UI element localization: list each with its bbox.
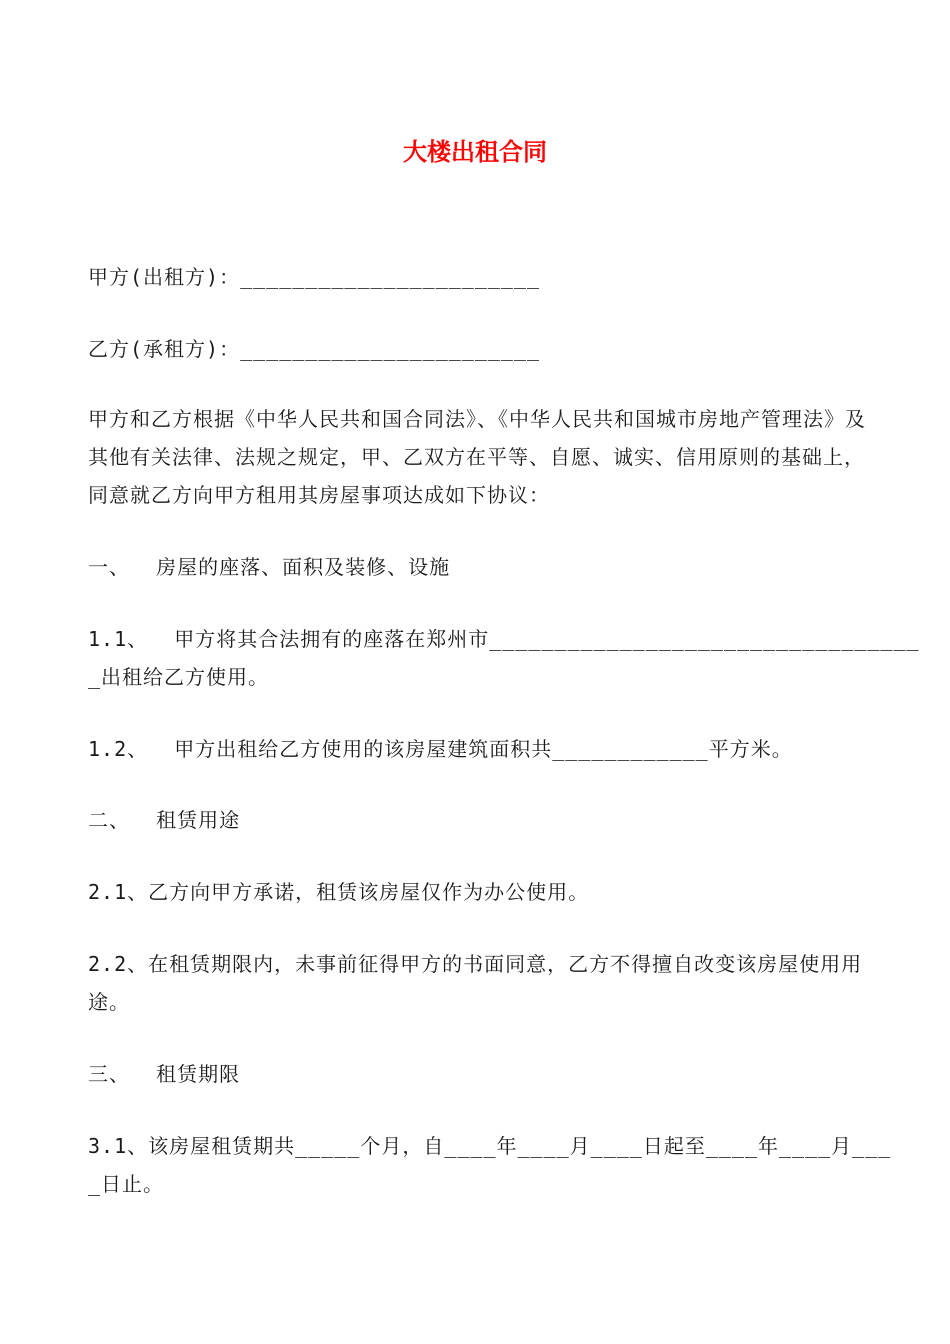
- section-3-heading: 三、 租赁期限: [88, 1062, 241, 1086]
- clause-1-1-line-1: 1.1、 甲方将其合法拥有的座落在郑州市_________________________________: [88, 627, 920, 651]
- document-title: 大楼出租合同: [403, 138, 547, 166]
- clause-1-1-line-2: _出租给乙方使用。: [88, 665, 270, 689]
- clause-3-1-line-1: 3.1、该房屋租赁期共_____个月，自____年____月____日起至____年____月___: [88, 1134, 892, 1158]
- clause-2-2: 2.2、在租赁期限内，未事前征得甲方的书面同意，乙方不得擅自改变该房屋使用用途。: [88, 952, 863, 1014]
- intro-paragraph: 甲方和乙方根据《中华人民共和国合同法》、《中华人民共和国城市房地产管理法》及其他有关法律、法规之规定，甲、乙双方在平等、自愿、诚实、信用原则的基础上，同意就乙方向甲方租用其房屋事项达成如下协议：: [88, 407, 866, 507]
- party-a-line: 甲方(出租方)：_______________________: [88, 265, 541, 289]
- section-1-heading: 一、 房屋的座落、面积及装修、设施: [88, 555, 451, 579]
- clause-3-1-line-2: _日止。: [88, 1172, 165, 1196]
- clause-1-2: 1.2、 甲方出租给乙方使用的该房屋建筑面积共____________平方米。: [88, 737, 793, 761]
- party-b-line: 乙方(承租方)：_______________________: [88, 337, 541, 361]
- clause-2-1: 2.1、乙方向甲方承诺，租赁该房屋仅作为办公使用。: [88, 880, 590, 904]
- section-2-heading: 二、 租赁用途: [88, 808, 241, 832]
